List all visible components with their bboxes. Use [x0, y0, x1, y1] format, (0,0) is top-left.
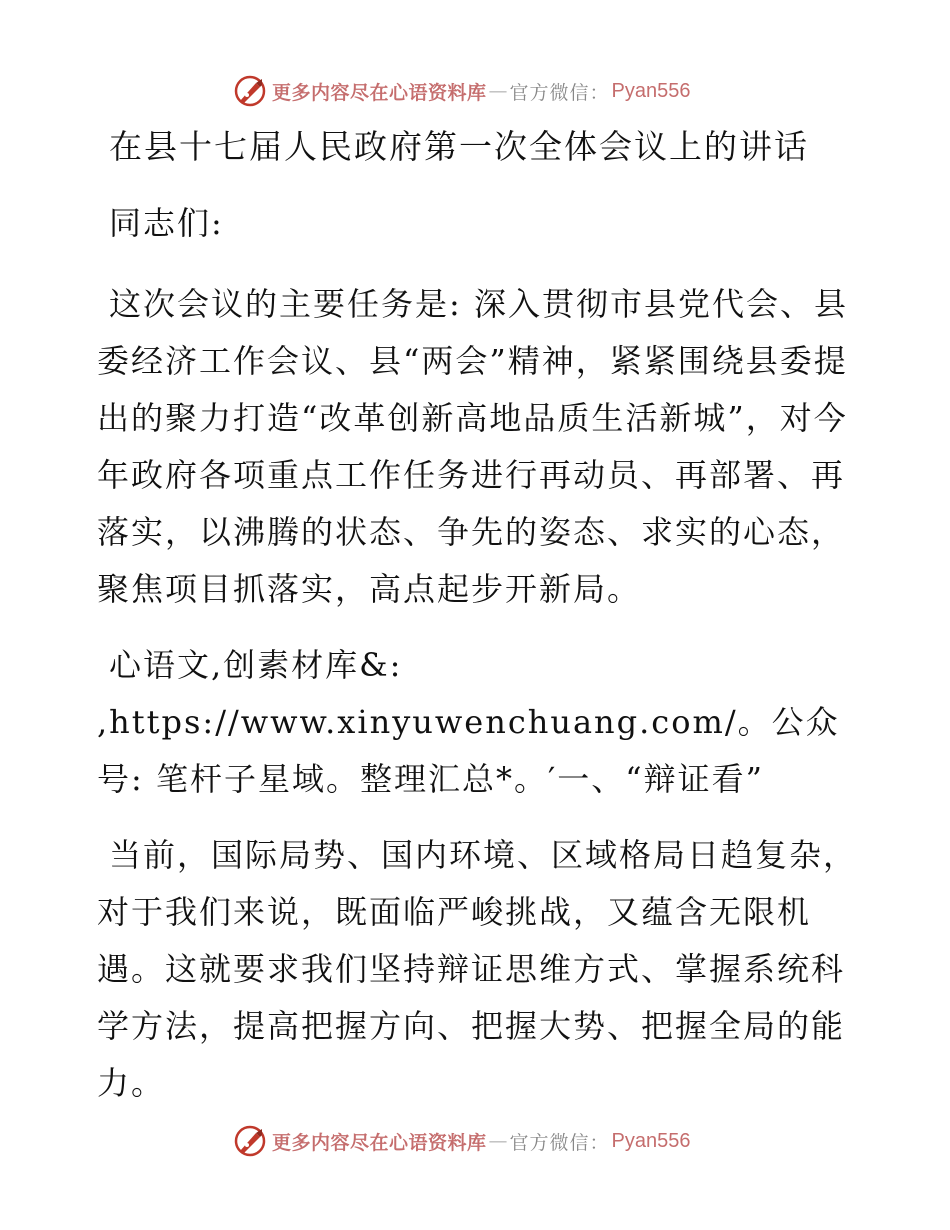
document-title: 在县十七届人民政府第一次全体会议上的讲话	[109, 127, 809, 166]
document-body	[97, 122, 857, 1112]
pen-nib-logo-icon	[232, 73, 268, 109]
banner-wechat-id: Pyan556	[611, 79, 691, 102]
header-banner	[232, 71, 691, 111]
pen-nib-logo-icon	[232, 1123, 268, 1159]
banner-main-text: 更多内容尽在心语资料库	[272, 1131, 487, 1154]
banner-wechat-id: Pyan556	[611, 1129, 691, 1152]
banner-dash: —	[488, 1130, 508, 1152]
banner-main-text: 更多内容尽在心语资料库	[272, 81, 487, 104]
banner-wechat-label: 官方微信：	[509, 81, 610, 104]
greeting: 同志们:	[109, 204, 224, 242]
paragraph-2: 心语文,创素材库&: ,https://www.xinyuwenchuang.com/。公众号: 笔杆子星域。整理汇总*。′一、“辩证看”	[97, 646, 840, 798]
paragraph-3: 当前，国际局势、国内环境、区域格局日趋复杂，对于我们来说，既面临严峻挑战，又蕴含无限机遇。这就要求我们坚持辩证思维方式、掌握系统科学方法，提高把握方向、把握大势、把握全局的能力。	[97, 836, 858, 1102]
paragraph-1: 这次会议的主要任务是: 深入贯彻市县党代会、县委经济工作会议、县“两会”精神，紧紧围绕县委提出的聚力打造“改革创新高地品质生活新城”，对今年政府各项重点工作任务进行再动员、再部署、再落实，以沸腾的状态、争先的姿态、求实的心态，聚焦项目抓落实，高点起步开新局。	[97, 285, 848, 608]
banner-wechat-label: 官方微信：	[509, 1131, 610, 1154]
banner-dash: —	[488, 80, 508, 102]
footer-banner	[232, 1121, 691, 1161]
